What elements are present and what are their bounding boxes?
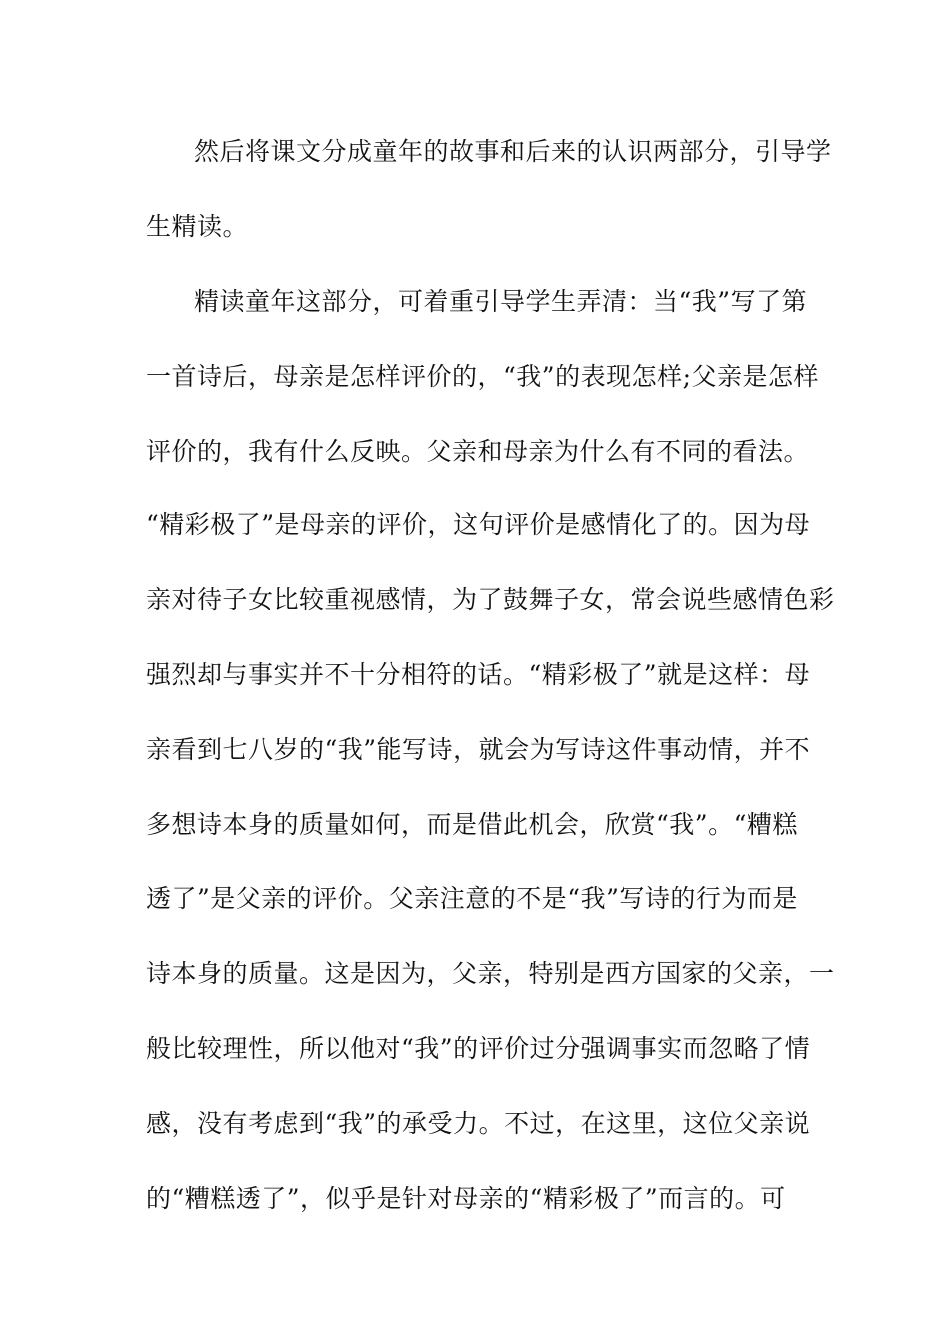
paragraph-1-line-1: 然后将课文分成童年的故事和后来的认识两部分，引导学 [194, 137, 832, 166]
paragraph-2-line-12: 感，没有考虑到“我”的承受力。不过，在这里，这位父亲说 [146, 1109, 811, 1138]
paragraph-2-line-11: 般比较理性，所以他对“我”的评价过分强调事实而忽略了情 [146, 1034, 811, 1063]
paragraph-2-line-3: 评价的，我有什么反映。父亲和母亲为什么有不同的看法。 [146, 437, 810, 466]
paragraph-2-line-4: “精彩极了”是母亲的评价，这句评价是感情化了的。因为母 [146, 510, 811, 539]
paragraph-2-line-1: 精读童年这部分，可着重引导学生弄清：当“我”写了第 [194, 287, 808, 316]
paragraph-2-line-2: 一首诗后，母亲是怎样评价的，“我”的表现怎样;父亲是怎样 [146, 362, 819, 391]
paragraph-1-line-2: 生精读。 [146, 212, 249, 241]
paragraph-2-line-13: 的“糟糕透了”，似乎是针对母亲的“精彩极了”而言的。可 [146, 1184, 786, 1213]
paragraph-2-line-5: 亲对待子女比较重视感情，为了鼓舞子女，常会说些感情色彩 [146, 585, 835, 614]
paragraph-2-line-6: 强烈却与事实并不十分相符的话。“精彩极了”就是这样：母 [146, 660, 811, 689]
paragraph-2-line-8: 多想诗本身的质量如何，而是借此机会，欣赏“我”。“糟糕 [146, 810, 798, 839]
paragraph-2-line-10: 诗本身的质量。这是因为，父亲，特别是西方国家的父亲，一 [146, 959, 835, 988]
paragraph-2-line-9: 透了”是父亲的评价。父亲注意的不是“我”写诗的行为而是 [146, 884, 798, 913]
paragraph-2-line-7: 亲看到七八岁的“我”能写诗，就会为写诗这件事动情，并不 [146, 735, 811, 764]
